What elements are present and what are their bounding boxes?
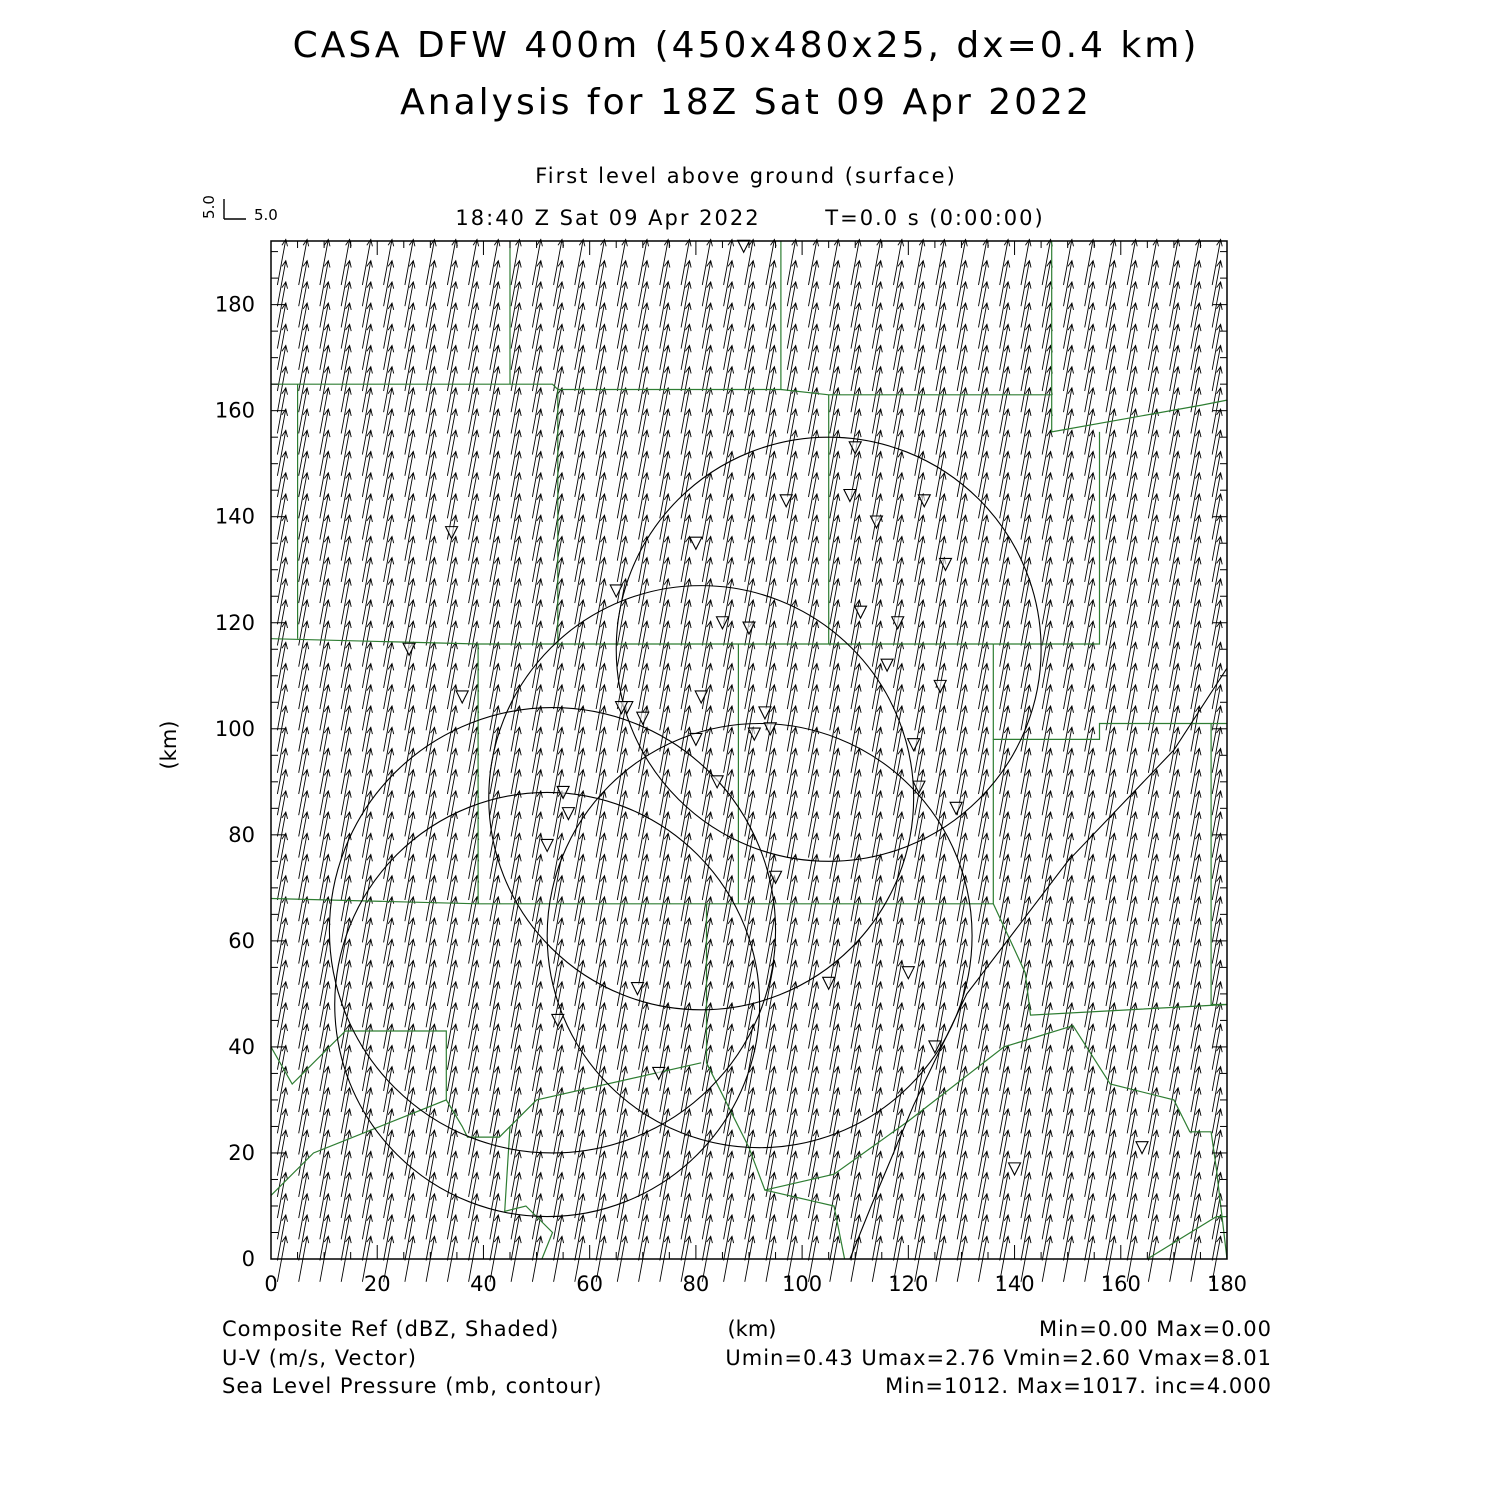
level-label: First level above ground (surface)	[535, 164, 957, 188]
station-marker	[1136, 1142, 1148, 1154]
x-tick-label: 80	[682, 1272, 710, 1296]
station-marker	[918, 495, 930, 507]
title-line-2: Analysis for 18Z Sat 09 Apr 2022	[400, 82, 1092, 123]
footer-field-3: Sea Level Pressure (mb, contour)	[222, 1374, 603, 1398]
y-tick-label: 120	[214, 610, 255, 635]
station-marker	[902, 967, 914, 979]
county-boundary-line	[271, 899, 993, 904]
time-label: 18:40 Z Sat 09 Apr 2022	[455, 206, 761, 230]
footer-field-1: Composite Ref (dBZ, Shaded)	[222, 1317, 560, 1341]
x-tick-label: 100	[782, 1272, 823, 1296]
y-tick-label: 40	[228, 1034, 255, 1059]
x-tick-label: 160	[1100, 1272, 1141, 1296]
station-marker	[881, 659, 893, 671]
station-marker	[743, 622, 755, 634]
title-line-1: CASA DFW 400m (450x480x25, dx=0.4 km)	[292, 25, 1200, 66]
station-marker	[738, 240, 750, 252]
station-marker	[562, 808, 574, 820]
station-markers	[403, 240, 1148, 1175]
vector-key-u-label: 5.0	[254, 206, 278, 224]
vector-key	[200, 195, 278, 224]
station-marker	[770, 871, 782, 883]
y-tick-label: 140	[214, 504, 255, 529]
station-marker	[690, 733, 702, 745]
footer-field-3-stats: Min=1012. Max=1017. inc=4.000	[885, 1374, 1272, 1398]
station-marker	[403, 643, 415, 655]
radar-range-ring	[489, 586, 914, 1010]
plot-area	[271, 240, 1232, 1282]
y-tick-label: 80	[228, 822, 255, 847]
station-marker	[870, 516, 882, 528]
x-tick-label: 0	[264, 1272, 278, 1296]
station-marker	[748, 728, 760, 740]
station-marker	[637, 712, 649, 724]
footer-field-2-stats: Umin=0.43 Umax=2.76 Vmin=2.60 Vmax=8.01	[725, 1346, 1272, 1370]
station-marker	[541, 839, 553, 851]
station-marker	[695, 691, 707, 703]
footer-field-2: U-V (m/s, Vector)	[222, 1346, 417, 1370]
x-tick-label: 140	[994, 1272, 1035, 1296]
y-tick-label: 60	[228, 928, 255, 953]
y-tick-label: 100	[214, 716, 255, 741]
station-marker	[1009, 1163, 1021, 1175]
vector-key-v-label: 5.0	[200, 195, 218, 219]
pressure-contours	[329, 437, 1232, 1259]
x-tick-label: 180	[1206, 1272, 1248, 1296]
x-tick-label: 20	[363, 1272, 391, 1296]
wind-vector-field	[277, 240, 1222, 1282]
x-tick-label: 120	[888, 1272, 929, 1296]
county-boundary-line	[271, 1063, 701, 1196]
t-label: T=0.0 s (0:00:00)	[825, 206, 1045, 230]
y-tick-label: 0	[241, 1247, 255, 1271]
station-marker	[711, 776, 723, 788]
x-axis-label: (km)	[727, 1317, 777, 1341]
y-axis-label: (km)	[157, 720, 181, 770]
station-marker	[950, 802, 962, 814]
y-tick-label: 20	[228, 1140, 255, 1165]
y-tick-label: 180	[214, 292, 255, 317]
station-marker	[456, 691, 468, 703]
county-boundary-line	[707, 904, 1228, 1259]
station-marker	[610, 585, 622, 597]
station-marker	[940, 558, 952, 570]
y-tick-label: 160	[214, 398, 255, 423]
station-marker	[690, 537, 702, 549]
footer-field-1-stats: Min=0.00 Max=0.00	[1038, 1317, 1272, 1341]
station-marker	[908, 739, 920, 751]
county-boundary-line	[271, 639, 993, 644]
x-tick-labels	[264, 1272, 1247, 1296]
x-tick-label: 60	[576, 1272, 604, 1296]
radar-range-ring	[547, 723, 972, 1147]
x-tick-label: 40	[470, 1272, 497, 1296]
y-tick-labels	[215, 293, 255, 1271]
